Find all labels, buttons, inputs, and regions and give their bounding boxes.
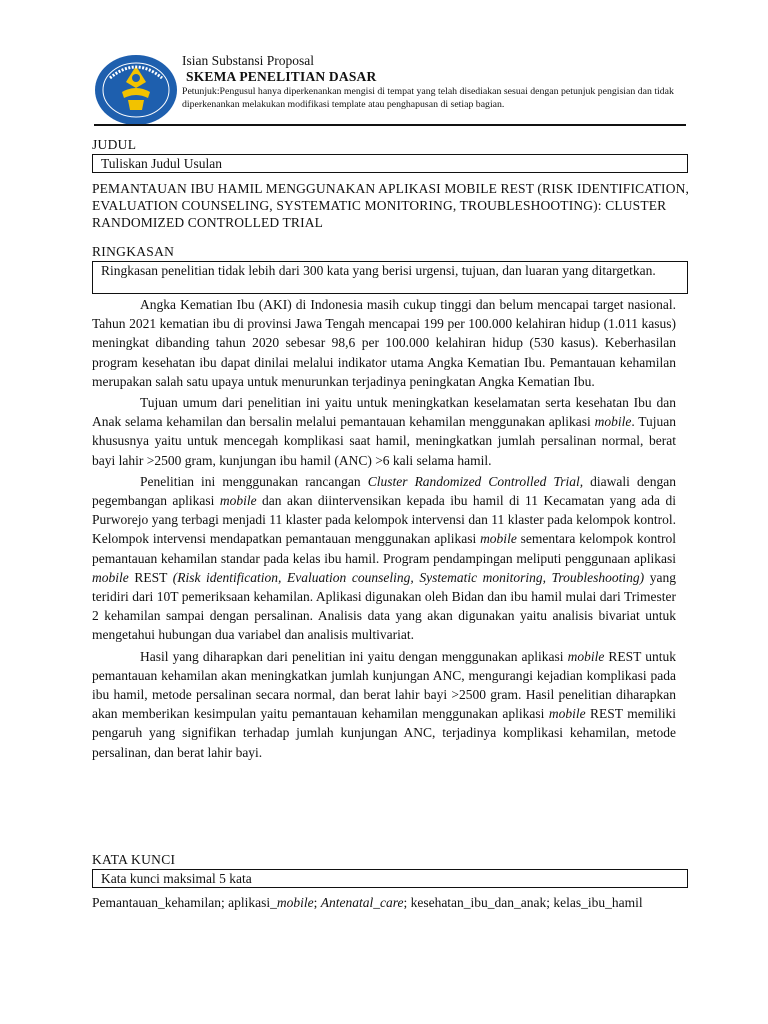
header-divider [94, 124, 686, 126]
judul-instruction-box [92, 154, 688, 173]
ringkasan-instruction-box [92, 261, 688, 294]
instructions-note: Petunjuk:Pengusul hanya diperkenankan mengisi di tempat yang telah disediakan sesuai dengan petunjuk pengisian dan tidak diperkenankan melakukan modifikasi template atau penghapusan di setiap bagian. [182, 86, 674, 110]
section-label-kata-kunci: KATA KUNCI [92, 852, 176, 867]
summary-paragraph-1: Angka Kematian Ibu (AKI) di Indonesia masih cukup tinggi dan belum mencapai target nasional. Tahun 2021 kematian ibu di provinsi Jawa Tengah mencapai 199 per 100.000 kelahiran hidup (1.011 kasus) meningkat dibanding tahun 2020 sebesar 98,6 per 100.000 kelahiran hidup (530 kasus). Keberhasilan program kesehatan ibu dapat dinilai melalui indikator utama Angka Kematian Ibu. Pemantauan kehamilan merupakan salah satu upaya untuk menurunkan terjadinya peningkatan Angka Kematian Ibu. [92, 297, 676, 389]
proposal-title: PEMANTAUAN IBU HAMIL MENGGUNAKAN APLIKASI MOBILE REST (RISK IDENTIFICATION, EVALUATION COUNSELING, SYSTEMATIC MONITORING, TROUBLESHOOTING): CLUSTER RANDOMIZED CONTROLLED TRIAL [92, 181, 690, 230]
section-label-judul: JUDUL [92, 137, 137, 152]
judul-instruction: Tuliskan Judul Usulan [101, 156, 223, 171]
summary-body [92, 295, 676, 762]
ringkasan-instruction: Ringkasan penelitian tidak lebih dari 300 kata yang berisi urgensi, tujuan, dan luaran yang ditargetkan. [101, 263, 656, 278]
tut-wuri-handayani-logo [94, 54, 178, 126]
summary-paragraph-2: Tujuan umum dari penelitian ini yaitu untuk meningkatkan keselamatan serta kesehatan Ibu dan Anak selama kehamilan dan bersalin melalui pemantauan kehamilan menggunakan aplikasi mobile. Tujuan khususnya yaitu untuk mencegah komplikasi saat hamil, meningkatkan jumlah persalinan normal, berat bayi lahir >2500 gram, kunjungan ibu hamil (ANC) >6 kali selama hamil. [92, 395, 676, 468]
section-label-ringkasan: RINGKASAN [92, 244, 175, 259]
summary-paragraph-3: Penelitian ini menggunakan rancangan Cluster Randomized Controlled Trial, diawali dengan pegembangan aplikasi mobile dan akan diintervensikan kepada ibu hamil di 11 Kecamatan yang ada di Purworejo yang terbagi menjadi 11 klaster pada kelompok intervensi dan 11 klaster pada kelompok kontrol. Kelompok intervensi mendapatkan pemantauan menggunakan aplikasi mobile sementara kelompok kontrol pemantauan kehamilan standar pada kelas ibu hamil. Program pendampingan meliputi penggunaan aplikasi mobile REST (Risk identification, Evaluation counseling, Systematic monitoring, Troubleshooting) yang teridiri dari 10T pemeriksaan kehamilan. Aplikasi digunakan oleh Bidan dan ibu hamil mulai dari Trimester 2 kehamilan sampai dengan persalinan. Analisis data yang akan digunakan yaitu analisis bivariat untuk mengetahui hubungan dua variabel dan analisis multivariat. [92, 473, 676, 643]
header-title: Isian Substansi Proposal [182, 53, 315, 68]
keywords-list: Pemantauan_kehamilan; aplikasi_mobile; Antenatal_care; kesehatan_ibu_dan_anak; kelas_ibu_hamil [92, 895, 643, 910]
kata-kunci-instruction: Kata kunci maksimal 5 kata [101, 871, 252, 886]
summary-paragraph-4: Hasil yang diharapkan dari penelitian ini yaitu dengan menggunakan aplikasi mobile REST untuk pemantauan kehamilan akan meningkatkan jumlah kunjungan ANC, mengurangi kejadian komplikasi pada ibu hamil, metode persalinan secara normal, dan berat lahir bayi >2500 gram. Hasil penelitian diharapkan akan memberikan kesimpulan yaitu pemantauan kehamilan menggunakan aplikasi mobile REST memiliki pengaruh yang signifikan terhadap jumlah kunjungan ANC, terjadinya komplikasi kehamilan, metode persalinan, dan berat lahir bayi. [92, 648, 676, 760]
scheme-title: SKEMA PENELITIAN DASAR [186, 69, 377, 84]
kata-kunci-instruction-box [92, 869, 688, 888]
